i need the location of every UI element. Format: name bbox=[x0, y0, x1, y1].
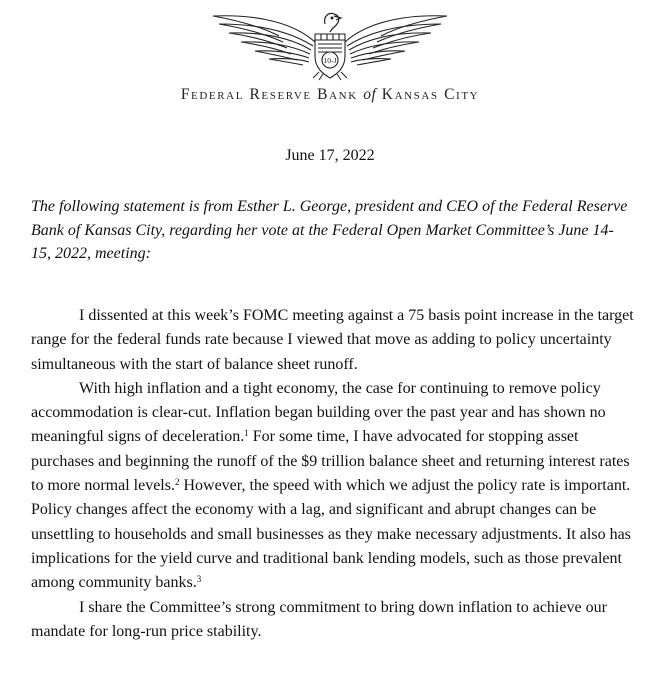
paragraph-1: I dissented at this week’s FOMC meeting against a 75 basis point increase in the target range for the federal funds rate because I viewed that move as adding to policy uncertainty simultaneous with the start of balance sheet runoff. bbox=[31, 307, 634, 373]
paragraph-2 bbox=[31, 377, 637, 596]
paragraph-3: I share the Committee’s strong commitment to bring down inflation to achieve our mandate for long-run price stability. bbox=[31, 598, 607, 640]
footnote-ref-1[interactable]: 1 bbox=[244, 428, 249, 439]
paragraph-2-text-b: For some time, I have advocated for stopping asset purchases and beginning the runoff of the $9 trillion balance sheet and returning interest rates to more normal levels. bbox=[31, 428, 630, 495]
intro-statement: The following statement is from Esther L. George, president and CEO of the Federal Reserve Bank of Kansas City, regarding her vote at the Federal Open Market Committee’s June 14-15, 2022, meeting: bbox=[31, 198, 628, 262]
statement-body bbox=[31, 304, 637, 644]
bank-name-heading bbox=[0, 86, 660, 104]
seal-text: 10-J bbox=[323, 56, 337, 65]
statement-date: June 17, 2022 bbox=[285, 147, 375, 164]
footnote-ref-2[interactable]: 2 bbox=[174, 477, 180, 488]
bank-name-city: Kansas City bbox=[381, 86, 480, 103]
eagle-seal-logo bbox=[0, 6, 660, 82]
eagle-logo-icon bbox=[205, 6, 455, 82]
paragraph-2-text-c: However, the speed with which we adjust the policy rate is important. Policy changes affect the economy with a lag, and significant and abrupt changes can be unsettling to households and small businesses as they make necessary adjustments. It also has implications for the yield curve and traditional bank lending models, such as those prevalent among community banks. bbox=[31, 477, 631, 592]
footnote-ref-3[interactable]: 3 bbox=[196, 574, 202, 585]
bank-name-of: of bbox=[363, 86, 377, 103]
bank-name-main: Federal Reserve Bank bbox=[180, 86, 358, 103]
paragraph-2-text-a: With high inflation and a tight economy, the case for continuing to remove policy accommodation is clear-cut. Inflation began building over the past year and has shown no meaningful signs of deceleration. bbox=[31, 379, 606, 446]
